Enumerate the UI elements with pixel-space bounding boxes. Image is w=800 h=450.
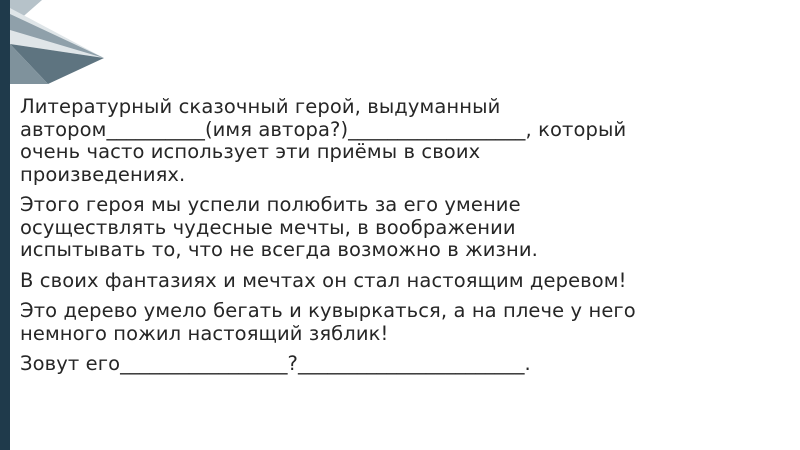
corner-arrow-decor-icon (0, 0, 110, 85)
paragraph-hero-ability: Этого героя мы успели полюбить за его умение осуществлять чудесные мечты, в воображении испытывать то, что не всегда возможно в жизни. (20, 193, 538, 261)
paragraph-name-question: Зовут его_________________?_______________________. (20, 352, 531, 375)
paragraph-finch: Это дерево умело бегать и кувыркаться, а на плече у него немного пожил настоящий зяблик! (20, 299, 636, 345)
paragraph-tree: В своих фантазиях и мечтах он стал настоящим деревом! (20, 268, 627, 292)
paragraph-hero-description: Литературный сказочный герой, выдуманный автором__________(имя автора?)__________________, который очень часто использует эти приёмы в своих произведениях. (20, 95, 627, 186)
slide-text (20, 96, 760, 384)
